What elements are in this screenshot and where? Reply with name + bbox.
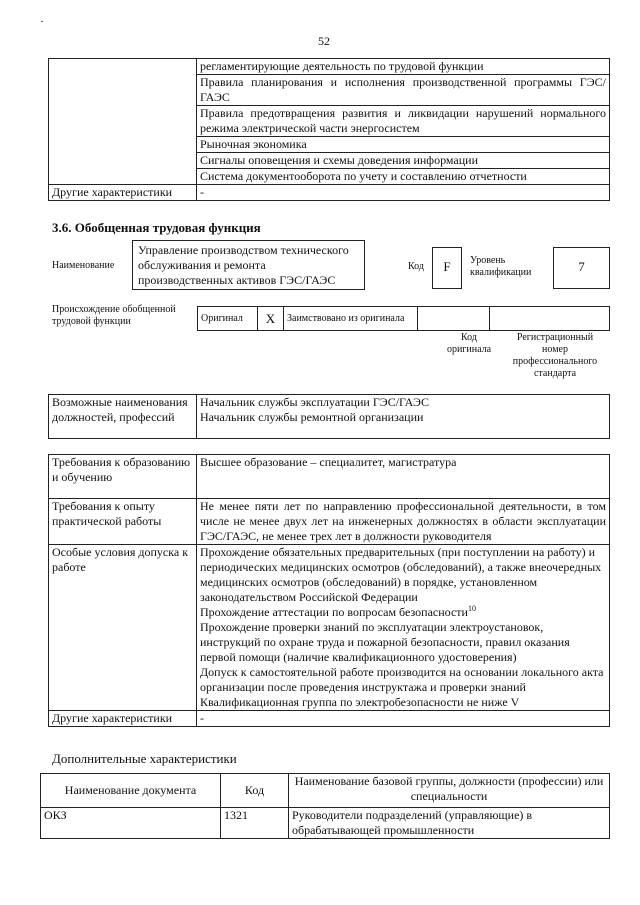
function-name: Управление производством технического обслуживания и ремонта производственных активов ГЭС/ГАЭС <box>132 240 365 290</box>
positions-values <box>197 395 610 439</box>
code-original-cell <box>418 307 490 331</box>
section-title: 3.6. Обобщенная трудовая функция <box>52 220 261 235</box>
table-cell-code: 1321 <box>221 808 289 839</box>
knowledge-table <box>48 58 610 201</box>
knowledge-row: Правила предотвращения развития и ликвидации нарушений нормального режима электрической части энергосистем <box>197 106 610 137</box>
table-cell-document: ОКЗ <box>41 808 221 839</box>
experience-label: Требования к опыту практической работы <box>49 499 197 545</box>
condition-item: Допуск к самостоятельной работе производится на основании локального акта организации после проведения инструктажа и проверки знаний <box>200 665 604 694</box>
page-number: 52 <box>318 34 330 48</box>
education-label: Требования к образованию и обучению <box>49 455 197 499</box>
additional-title: Дополнительные характеристики <box>52 751 237 766</box>
position-item: Начальник службы ремонтной организации <box>200 410 424 424</box>
header-group: Наименование базовой группы, должности (профессии) или специальности <box>289 774 610 808</box>
footnote-mark: 10 <box>467 604 476 613</box>
knowledge-row: Рыночная экономика <box>197 137 610 153</box>
positions-table <box>48 394 610 439</box>
additional-table <box>40 773 610 839</box>
corner-mark: · <box>40 14 44 28</box>
knowledge-row: Сигналы оповещения и схемы доведения информации <box>197 153 610 169</box>
header-code: Код <box>221 774 289 808</box>
level-label: Уровень квалификации <box>470 255 532 278</box>
other-characteristics-value: - <box>197 185 610 201</box>
other-characteristics-label: Другие характеристики <box>49 711 197 727</box>
qualification-level: 7 <box>553 247 610 289</box>
origin-table <box>197 306 610 331</box>
header-document: Наименование документа <box>41 774 221 808</box>
reg-number-cell <box>490 307 610 331</box>
special-conditions-values <box>197 545 610 711</box>
name-label: Наименование <box>52 260 115 271</box>
reg-number-label: Регистрационный номер профессионального стандарта <box>512 332 598 379</box>
code-label: Код <box>408 261 424 272</box>
borrowed-label: Заимствовано из оригинала <box>284 307 418 331</box>
knowledge-label-cell <box>49 59 197 185</box>
knowledge-row: регламентирующие деятельность по трудовой функции <box>197 59 610 75</box>
other-characteristics-value: - <box>197 711 610 727</box>
original-label: Оригинал <box>198 307 258 331</box>
experience-value: Не менее пяти лет по направлению профессиональной деятельности, в том числе не менее двух лет на инженерных должностях в области эксплуатации ГЭС/ГАЭС, не менее трех лет в должности руководителя <box>197 499 610 545</box>
original-mark: X <box>258 307 284 331</box>
condition-item: Квалификационная группа по электробезопасности не ниже V <box>200 695 520 709</box>
condition-item: Прохождение аттестации по вопросам безопасности$^{10}$ <box>200 604 476 619</box>
special-conditions-label: Особые условия допуска к работе <box>49 545 197 711</box>
other-characteristics-label: Другие характеристики <box>49 185 197 201</box>
code-original-label: Код оригинала <box>446 332 492 355</box>
origin-label: Происхождение обобщенной трудовой функции <box>52 304 176 327</box>
knowledge-row: Правила планирования и исполнения производственной программы ГЭС/ГАЭС <box>197 75 610 106</box>
condition-item: Прохождение обязательных предварительных (при поступлении на работу) и периодических медицинских осмотров (обследований), а также внеочередных медицинских осмотров (обследований) в порядке, установленном законодательством Российской Федерации <box>200 545 602 604</box>
education-value: Высшее образование – специалитет, магистратура <box>197 455 610 499</box>
positions-label: Возможные наименования должностей, профессий <box>49 395 197 439</box>
position-item: Начальник службы эксплуатации ГЭС/ГАЭС <box>200 395 429 409</box>
condition-item: Прохождение проверки знаний по эксплуатации электроустановок, инструкций по охране труда и пожарной безопасности, правил оказания первой помощи (наличие квалификационного удостоверения) <box>200 620 570 664</box>
knowledge-row: Система документооборота по учету и составлению отчетности <box>197 169 610 185</box>
function-code: F <box>432 247 462 289</box>
requirements-table <box>48 454 610 727</box>
table-cell-group: Руководители подразделений (управляющие) в обрабатывающей промышленности <box>289 808 610 839</box>
